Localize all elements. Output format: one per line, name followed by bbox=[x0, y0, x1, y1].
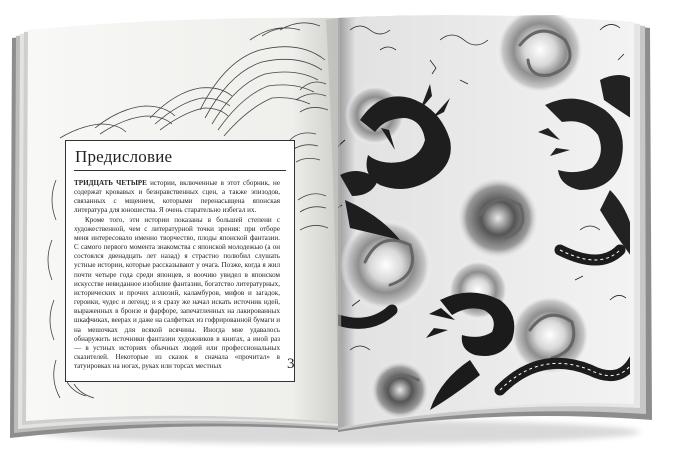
title-rule bbox=[74, 170, 286, 171]
preface-body bbox=[74, 179, 280, 377]
preface-frame bbox=[65, 140, 295, 382]
paragraph-2: Кроме того, эти истории показаны в большей степени с художественной, чем с литературной точки зрения: при отборе меня интересовало именно творчество, плоды японской фантазии. С самого первого момента знакомства с японской молодежью (а он состоялся двенадцать лет назад) я страстно полюбил слушать устные истории, которые рассказывают у очага. Позже, когда я жил почти четыре года среди японцев, я воочию увидел в японском искусстве невиданное изобилие фантазии, богатство литературных, исторических и прочих аллюзий, каламбуров, мифов и загадок, героики, чудес и легенд; и я сразу же начал искать источник идей, выраженных в бронзе и фарфоре, запечатленных на лакированных шкафчиках, веерах и даже на салфетках из гофрированной бумаги и на мешочках для всякой всячины. Иногда мне удавалось обнаружить источники фантазии художников в книгах, а иной раз — в устных историях обычных людей или профессиональных сказителей. Некоторые из сказок я сначала «прочитал» в татуировках на ногах, руках или торсах местных bbox=[74, 215, 280, 371]
preface-title: Предисловие bbox=[75, 147, 173, 166]
paragraph-1 bbox=[74, 179, 280, 216]
paragraph-1-text: истории, включенные в этот сборник, не содержат кровавых и безнравственных сцен, а также эпизодов, связанных с мщением, которыми перенасыщена японская литература для юношества. Я очень старательно избегал их. bbox=[74, 179, 280, 215]
lead-words: ТРИДЦАТЬ ЧЕТЫРЕ bbox=[74, 179, 147, 187]
page-number: 3 bbox=[287, 356, 295, 372]
